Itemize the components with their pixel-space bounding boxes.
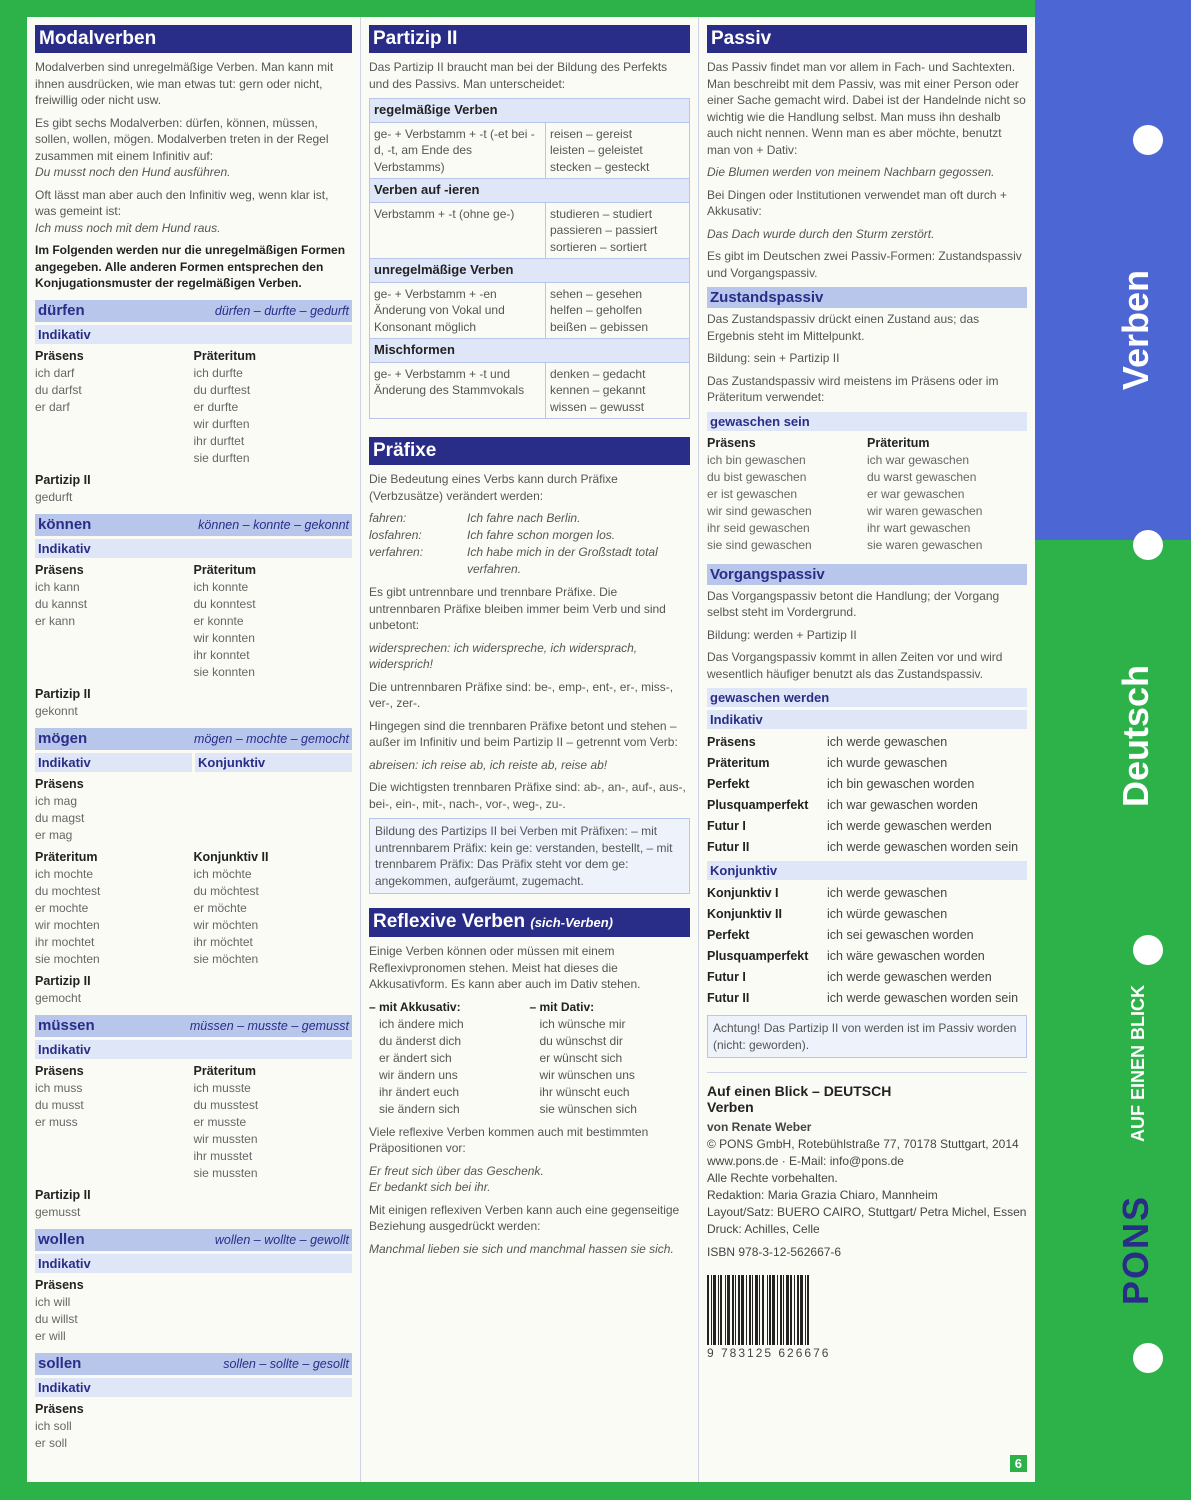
modal-intro: Modalverben sind unregelmäßige Verben. Man kann mit ihnen ausdrücken, wie man etwas tut: gern oder nicht, freiwillig oder nicht usw.: [35, 60, 334, 107]
modal-note: Im Folgenden werden nur die unregelmäßigen Formen angegeben. Alle anderen Formen entsprechen den Konjugationsmuster der regelmäßigen Verben.: [35, 243, 346, 290]
vorgangspassiv-konjunktiv: Konjunktiv I ich werde gewaschen Konjunktiv II ich würde gewaschen Perfekt ich sei gewaschen worden Plusquamperfekt ich wäre gewaschen worden Futur I ich werde gewaschen werden Futur II ich werde gewaschen worden sein: [707, 886, 1019, 1005]
partizip-title: Partizip II: [369, 25, 690, 53]
indikativ-label: Indikativ: [35, 325, 352, 344]
column-partizip-praefixe: Partizip II Das Partizip II braucht man bei der Bildung des Perfekts und des Passivs. Man unterscheidet: regelmäßige Verben ge- + Verbstamm + -t (-et bei -d, -t, am Ende des Verbstamms) reisen – gereist leisten – geleistet stecken – gesteckt Verben auf -ieren Verbstamm + -t (ohne ge-) studieren – studiert passieren – passiert sortieren – sortiert unregelmäßige Verben ge- + Verbstamm + -en Änderung von Vokal und Konsonant möglich sehen – gesehen helfen – geholfen beißen – gebissen Mischformen ge- + Verbstamm + -t und Änderung des Stammvokals denken – gedacht kennen – gekannt wissen – gewusst Präfixe Die Bedeutung eines Verbs kann durch Präfixe (Verbzusätze) verändert werden: fahren: Ich fahre nach Berlin. losfahren: Ich fahre schon morgen los. verfahren: Ich habe mich in der Großstadt total verfahren. Es gibt untrennbare und trennbare Präfixe. Die untrennbaren Präfixe bleiben immer beim Verb und sind unbetont: widersprechen: ich widerspreche, ich widersprach, widersprich! Die untrennbaren Präfixe sind: be-, emp-, ent-, er-, miss-, ver-, zer-. Hingegen sind die trennbaren Präfixe betont und stehen – außer im Infinitiv und beim Partizip II – getrennt vom Verb: abreisen: ich reise ab, ich reiste ab, reise ab! Die wichtigsten trennbaren Präfixe sind: ab-, an-, auf-, aus-, bei-, ein-, mit-, nach-, vor-, weg-, zu-. Bildung des Partizips II bei Verben mit Präfixen: – mit untrennbarem Präfix: kein ge: verstanden, bestellt, – mit trennbarem Präfix: Das Präfix steht vor dem ge: angekommen, aufgeräumt, zugemacht. Reflexive Verben (sich-Verben) Einige Verben können oder müssen mit einem Reflexivpronomen stehen. Meist hat dieses die Akkusativform. Es kann aber auch im Dativ stehen. – mit Akkusativ: ich ändere mich du änderst dich er ändert sich wir ändern uns ihr ändert euch sie ändern sich – mit Dativ: ich wünsche mir du wünschst dir er wünscht sich wir wünschen uns ihr wünscht euch sie wünschen sich Viele reflexive Verben kommen auch mit bestimmten Präpositionen vor: Er freut sich über das Geschenk. Er bedankt sich bei ihr. Mit einigen reflexiven Verben kann auch eine gegenseitige Beziehung ausgedrückt werden: Manchmal lieben sie sich und manchmal hassen sie sich.: [360, 17, 698, 1482]
achtung-box: Achtung! Das Partizip II von werden ist im Passiv worden (nicht: geworden).: [707, 1015, 1027, 1058]
muessen-praesens: ich muss du musst er muss: [35, 1080, 84, 1129]
reflexiv-table: – mit Akkusativ: ich ändere mich du änderst dich er ändert sich wir ändern uns ihr ändert euch sie ändern sich – mit Dativ: ich wünsche mir du wünschst dir er wünscht sich wir wünschen uns ihr wünscht euch sie wünschen sich: [369, 999, 637, 1116]
duerfen-praeteritum: ich durfte du durftest er durfte wir durften ihr durftet sie durften: [193, 365, 251, 465]
duerfen-praesens: ich darf du darfst er darf: [35, 365, 82, 414]
modal-example-1: Du musst noch den Hund ausführen.: [35, 165, 231, 179]
passiv-title: Passiv: [707, 25, 1027, 53]
muessen-partizip: gemusst: [35, 1204, 81, 1219]
column-modalverben: Modalverben Modalverben sind unregelmäßige Verben. Man kann mit ihnen ausdrücken, wie man etwas tut: gern oder nicht, freiwillig oder nicht usw. Es gibt sechs Modalverben: dürfen, können, müssen, sollen, wollen, mögen. Modalverben treten in der Regel zusammen mit einem Infinitiv auf: Du musst noch den Hund ausführen. Oft lässt man aber auch den Infinitiv weg, wenn klar ist, was gemeint ist: Ich muss noch mit dem Hund raus. Im Folgenden werden nur die unregelmäßigen Formen angegeben. Alle anderen Formen entsprechen den Konjugationsmuster der regelmäßigen Verben. dürfen dürfen – durfte – gedurft Indikativ Präsens ich darf du darfst er darf Präteritum ich durfte du durftest er durfte wir durften ihr durftet sie durften Partizip II gedurft können können – konnte – gekonnt Indikativ Präsens ich kann du kannst er kann Präteritum ich konnte du konntest er konnte wir konnten ihr konntet sie konnten Partizip II gekonnt mögen mögen – mochte – gemocht Indikativ Konjunktiv Präsens ich mag du magst er mag Präteritum ich mochte du mochtest er mochte wir mochten ihr mochtet sie mochten Konjunktiv II ich möchte du möchtest er möchte wir möchten ihr möchtet sie möchten Partizip II gemocht müssen müssen – musste – gemusst Indikativ Präsens ich muss du musst er muss Präteritum ich musste du musstest er musste wir mussten ihr musstet sie mussten Partizip II gemusst wollen wollen – wollte – gewollt Indikativ Präsens ich will du willst er will sollen sollen – sollte – gesollt Indikativ Präsens ich soll er soll: [27, 17, 360, 1482]
praefixe-title: Präfixe: [369, 437, 690, 465]
isbn: ISBN 978-3-12-562667-6: [707, 1245, 842, 1259]
reference-sheet: [27, 17, 1035, 1482]
punch-hole-4: [1133, 1343, 1163, 1373]
barcode: [707, 1269, 1027, 1345]
modal-list: Es gibt sechs Modalverben: dürfen, können, müssen, sollen, wollen, mögen. Modalverben treten in der Regel zusammen mit einem Infinitiv auf:: [35, 115, 329, 163]
imprint: Auf einen Blick – DEUTSCH Verben von Renate Weber © PONS GmbH, Rotebühlstraße 77, 70178 Stuttgart, 2014 www.pons.de · E-Mail: info@pons.de Alle Rechte vorbehalten. Redaktion: Maria Grazia Chiaro, Mannheim Layout/Satz: BUERO CAIRO, Stuttgart/ Petra Michel, Essen Druck: Achilles, Celle ISBN 978-3-12-562667-6 9 783125 626676 6: [707, 1072, 1027, 1362]
page-number: 6: [1010, 1455, 1027, 1472]
moegen-konjunktiv: ich möchte du möchtest er möchte wir möchten ihr möchtet sie möchten: [193, 866, 259, 966]
reflexiv-title: Reflexive Verben (sich-Verben): [369, 908, 690, 937]
verb-header-muessen: müssen müssen – musste – gemusst: [35, 1015, 352, 1037]
moegen-praesens: ich mag du magst er mag: [35, 793, 85, 842]
verb-header-koennen: können können – konnte – gekonnt: [35, 514, 352, 536]
zustandspassiv-title: Zustandspassiv: [707, 287, 1027, 308]
verb-header-duerfen: dürfen dürfen – durfte – gedurft: [35, 300, 352, 322]
tab-auf-einen-blick: AUF EINEN BLICK: [1128, 985, 1148, 1142]
koennen-partizip: gekonnt: [35, 703, 78, 718]
vorgangspassiv-indikativ: Präsens ich werde gewaschen Präteritum ich wurde gewaschen Perfekt ich bin gewaschen worden Plusquamperfekt ich war gewaschen worden Futur I ich werde gewaschen werden Futur II ich werde gewaschen worden sein: [707, 735, 1019, 854]
moegen-partizip: gemocht: [35, 990, 82, 1005]
verb-header-sollen: sollen sollen – sollte – gesollt: [35, 1353, 352, 1375]
verb-header-moegen: mögen mögen – mochte – gemocht: [35, 728, 352, 750]
modalverben-title: Modalverben: [35, 25, 352, 53]
partizip-praefix-box: Bildung des Partizips II bei Verben mit Präfixen: – mit untrennbarem Präfix: kein ge: verstanden, bestellt, – mit trennbarem Präfix: Das Präfix steht vor dem ge: angekommen, aufgeräumt, zugemacht.: [369, 818, 690, 894]
koennen-praeteritum: ich konnte du konntest er konnte wir konnten ihr konntet sie konnten: [193, 579, 256, 679]
muessen-praeteritum: ich musste du musstest er musste wir mussten ihr musstet sie mussten: [193, 1080, 259, 1180]
vorgangspassiv-title: Vorgangspassiv: [707, 564, 1027, 585]
punch-hole-1: [1133, 125, 1163, 155]
partizip-intro: Das Partizip II braucht man bei der Bildung des Perfekts und des Passivs. Man unterscheidet:: [369, 60, 668, 91]
tab-verben: Verben: [1115, 270, 1156, 391]
wollen-praesens: ich will du willst er will: [35, 1294, 78, 1343]
modal-example-2: Ich muss noch mit dem Hund raus.: [35, 220, 221, 235]
modal-omit: Oft lässt man aber auch den Infinitiv weg, wenn klar ist, was gemeint ist:: [35, 187, 329, 218]
pons-logo: PONS: [1115, 1195, 1156, 1306]
punch-hole-3: [1133, 935, 1163, 965]
tab-deutsch: Deutsch: [1115, 665, 1156, 808]
duerfen-partizip: gedurft: [35, 489, 73, 504]
praefixe-examples: fahren: Ich fahre nach Berlin. losfahren: Ich fahre schon morgen los. verfahren: Ich habe mich in der Großstadt total verfahren.: [369, 511, 658, 576]
partizip-table: regelmäßige Verben ge- + Verbstamm + -t (-et bei -d, -t, am Ende des Verbstamms) reisen – gereist leisten – geleistet stecken – gesteckt Verben auf -ieren Verbstamm + -t (ohne ge-) studieren – studiert passieren – passiert sortieren – sortiert unregelmäßige Verben ge- + Verbstamm + -en Änderung von Vokal und Konsonant möglich sehen – gesehen helfen – geholfen beißen – gebissen Mischformen ge- + Verbstamm + -t und Änderung des Stammvokals denken – gedacht kennen – gekannt wissen – gewusst: [369, 98, 690, 419]
column-passiv: Passiv Das Passiv findet man vor allem in Fach- und Sachtexten. Man beschreibt mit dem Passiv, was mit einer Person oder einer Sache gemacht wird. Dabei ist der Handelnde nicht so wichtig wie die Handlung selbst. Man muss ihn deshalb auch nicht nennen. Wenn man es aber möchte, benutzt man von + Dativ: Die Blumen werden von meinem Nachbarn gegossen. Bei Dingen oder Institutionen verwendet man oft durch + Akkusativ: Das Dach wurde durch den Sturm zerstört. Es gibt im Deutschen zwei Passiv-Formen: Zustandspassiv und Vorgangspassiv. Zustandspassiv Das Zustandspassiv drückt einen Zustand aus; das Ergebnis steht im Mittelpunkt. Bildung: sein + Partizip II Das Zustandspassiv wird meistens im Präsens oder im Präteritum verwendet: gewaschen sein Präsens ich bin gewaschen du bist gewaschen er ist gewaschen wir sind gewaschen ihr seid gewaschen sie sind gewaschen Präteritum ich war gewaschen du warst gewaschen er war gewaschen wir waren gewaschen ihr wart gewaschen sie waren gewaschen Vorgangspassiv Das Vorgangspassiv betont die Handlung; der Vorgang selbst steht im Vordergrund. Bildung: werden + Partizip II Das Vorgangspassiv kommt in allen Zeiten vor und wird wesentlich häufiger benutzt als das Zustandspassiv. gewaschen werden Indikativ Präsens ich werde gewaschen Präteritum ich wurde gewaschen Perfekt ich bin gewaschen worden Plusquamperfekt ich war gewaschen worden Futur I ich werde gewaschen werden Futur II ich werde gewaschen worden sein Konjunktiv Konjunktiv I ich werde gewaschen Konjunktiv II ich würde gewaschen Perfekt ich sei gewaschen worden Plusquamperfekt ich wäre gewaschen worden Futur I ich werde gewaschen werden Futur II ich werde gewaschen worden sein Achtung! Das Partizip II von werden ist im Passiv worden (nicht: geworden). Auf einen Blick – DEUTSCH Verben von Renate Weber © PONS GmbH, Rotebühlstraße 77, 70178 Stuttgart, 2014 www.pons.de · E-Mail: info@pons.de Alle Rechte vorbehalten. Redaktion: Maria Grazia Chiaro, Mannheim Layout/Satz: BUERO CAIRO, Stuttgart/ Petra Michel, Essen Druck: Achilles, Celle ISBN 978-3-12-562667-6 9 783125 626676 6: [698, 17, 1035, 1482]
verb-header-wollen: wollen wollen – wollte – gewollt: [35, 1229, 352, 1251]
punch-hole-2: [1133, 530, 1163, 560]
blue-tab: [1035, 0, 1191, 540]
zustandspassiv-table: Präsens ich bin gewaschen du bist gewaschen er ist gewaschen wir sind gewaschen ihr seid gewaschen sie sind gewaschen Präteritum ich war gewaschen du warst gewaschen er war gewaschen wir waren gewaschen ihr wart gewaschen sie waren gewaschen: [707, 435, 983, 552]
moegen-praeteritum: ich mochte du mochtest er mochte wir mochten ihr mochtet sie mochten: [35, 866, 101, 966]
koennen-praesens: ich kann du kannst er kann: [35, 579, 88, 628]
sollen-praesens: ich soll er soll: [35, 1418, 72, 1450]
